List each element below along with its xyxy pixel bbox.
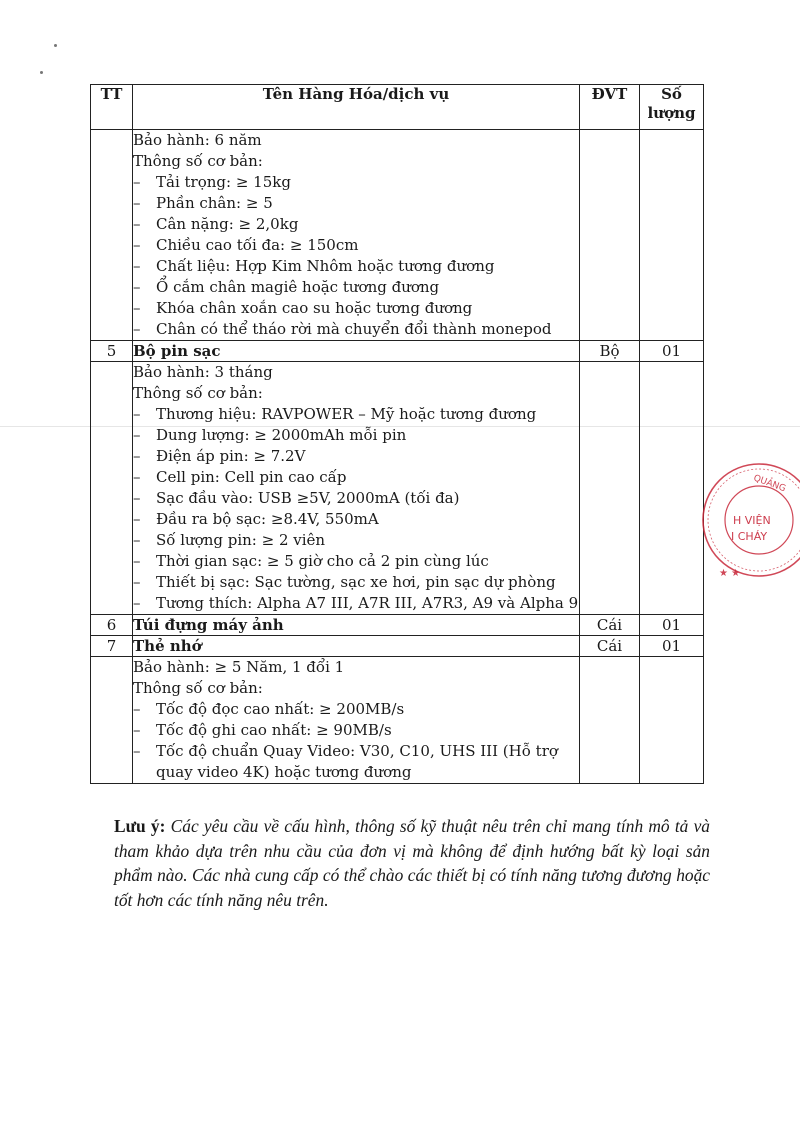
spec-item: – Ổ cắm chân magiê hoặc tương đương bbox=[133, 277, 579, 298]
spec-item: – Sạc đầu vào: USB ≥5V, 2000mA (tối đa) bbox=[133, 488, 579, 509]
spec-list bbox=[133, 699, 579, 783]
spec-item: – Thiết bị sạc: Sạc tường, sạc xe hơi, pin sạc dự phòng bbox=[133, 572, 579, 593]
table-row-item-6 bbox=[91, 615, 704, 636]
spec-item: – Tải trọng: ≥ 15kg bbox=[133, 172, 579, 193]
table-row-item-5-specs bbox=[91, 362, 704, 615]
header-unit: ĐVT bbox=[580, 85, 640, 130]
spec-list bbox=[133, 404, 579, 614]
table-row-continuation-specs bbox=[91, 130, 704, 341]
disclaimer-note bbox=[114, 814, 710, 912]
header-goods-name: Tên Hàng Hóa/dịch vụ bbox=[133, 85, 580, 130]
spec-heading: Thông số cơ bản: bbox=[133, 152, 263, 170]
seal-star-glyph: ★ ★ bbox=[719, 568, 741, 579]
spec-item: – Đầu ra bộ sạc: ≥8.4V, 550mA bbox=[133, 509, 579, 530]
warranty-line: Bảo hành: 6 năm bbox=[133, 131, 262, 149]
item-number: 6 bbox=[91, 615, 133, 636]
scan-speck bbox=[54, 44, 57, 47]
table-row-item-7 bbox=[91, 636, 704, 657]
item-number: 5 bbox=[91, 341, 133, 362]
item-quantity: 01 bbox=[640, 615, 704, 636]
spec-cell bbox=[133, 657, 580, 784]
header-quantity-line2: lượng bbox=[647, 104, 696, 122]
goods-spec-table bbox=[90, 84, 704, 784]
spec-item: – Tốc độ chuẩn Quay Video: V30, C10, UHS III (Hỗ trợ quay video 4K) hoặc tương đương bbox=[133, 741, 579, 783]
spec-item: – Phần chân: ≥ 5 bbox=[133, 193, 579, 214]
note-label: Lưu ý: bbox=[114, 816, 166, 837]
spec-item: – Tốc độ đọc cao nhất: ≥ 200MB/s bbox=[133, 699, 579, 720]
header-tt: TT bbox=[91, 85, 133, 130]
spec-list bbox=[133, 172, 579, 340]
table-row-item-5 bbox=[91, 341, 704, 362]
red-seal-stamp-fragment bbox=[697, 458, 800, 592]
item-quantity: 01 bbox=[640, 636, 704, 657]
spec-item: – Số lượng pin: ≥ 2 viên bbox=[133, 530, 579, 551]
header-quantity-line1: Số bbox=[661, 85, 682, 103]
spec-cell bbox=[133, 130, 580, 341]
item-number: 7 bbox=[91, 636, 133, 657]
spec-item: – Thời gian sạc: ≥ 5 giờ cho cả 2 pin cùng lúc bbox=[133, 551, 579, 572]
table-header-row bbox=[91, 85, 704, 130]
item-quantity: 01 bbox=[640, 341, 704, 362]
spec-item: – Chiều cao tối đa: ≥ 150cm bbox=[133, 235, 579, 256]
spec-item: – Cân nặng: ≥ 2,0kg bbox=[133, 214, 579, 235]
item-name: Bộ pin sạc bbox=[133, 341, 580, 362]
spec-item: – Khóa chân xoắn cao su hoặc tương đương bbox=[133, 298, 579, 319]
header-quantity bbox=[640, 85, 704, 130]
spec-heading: Thông số cơ bản: bbox=[133, 679, 263, 697]
spec-item: – Cell pin: Cell pin cao cấp bbox=[133, 467, 579, 488]
spec-item: – Thương hiệu: RAVPOWER – Mỹ hoặc tương đương bbox=[133, 404, 579, 425]
spec-item: – Dung lượng: ≥ 2000mAh mỗi pin bbox=[133, 425, 579, 446]
spec-item: – Chất liệu: Hợp Kim Nhôm hoặc tương đương bbox=[133, 256, 579, 277]
seal-center-lettering: H VIỆN bbox=[733, 514, 771, 527]
warranty-line: Bảo hành: 3 tháng bbox=[133, 363, 273, 381]
spec-cell bbox=[133, 362, 580, 615]
seal-center-lettering: I CHÁY bbox=[731, 530, 768, 543]
spec-item: – Tương thích: Alpha A7 III, A7R III, A7R3, A9 và Alpha 9 bbox=[133, 593, 579, 614]
seal-arc-lettering: QUẢNG bbox=[751, 473, 787, 495]
spec-heading: Thông số cơ bản: bbox=[133, 384, 263, 402]
spec-item: – Tốc độ ghi cao nhất: ≥ 90MB/s bbox=[133, 720, 579, 741]
item-unit: Bộ bbox=[580, 341, 640, 362]
note-text: Các yêu cầu về cấu hình, thông số kỹ thuật nêu trên chỉ mang tính mô tả và tham khảo dựa trên nhu cầu của đơn vị mà không để định hướng bất kỳ loại sản phẩm nào. Các nhà cung cấp có thể chào các thiết bị có tính năng tương đương hoặc tốt hơn các tính năng nêu trên. bbox=[114, 816, 710, 910]
warranty-line: Bảo hành: ≥ 5 Năm, 1 đổi 1 bbox=[133, 658, 345, 676]
table-row-item-7-specs bbox=[91, 657, 704, 784]
item-name: Thẻ nhớ bbox=[133, 636, 580, 657]
item-unit: Cái bbox=[580, 636, 640, 657]
seal-graphic bbox=[703, 464, 800, 579]
item-name: Túi đựng máy ảnh bbox=[133, 615, 580, 636]
scan-speck bbox=[40, 71, 43, 74]
spec-item: – Điện áp pin: ≥ 7.2V bbox=[133, 446, 579, 467]
item-unit: Cái bbox=[580, 615, 640, 636]
spec-item: – Chân có thể tháo rời mà chuyển đổi thành monepod bbox=[133, 319, 579, 340]
